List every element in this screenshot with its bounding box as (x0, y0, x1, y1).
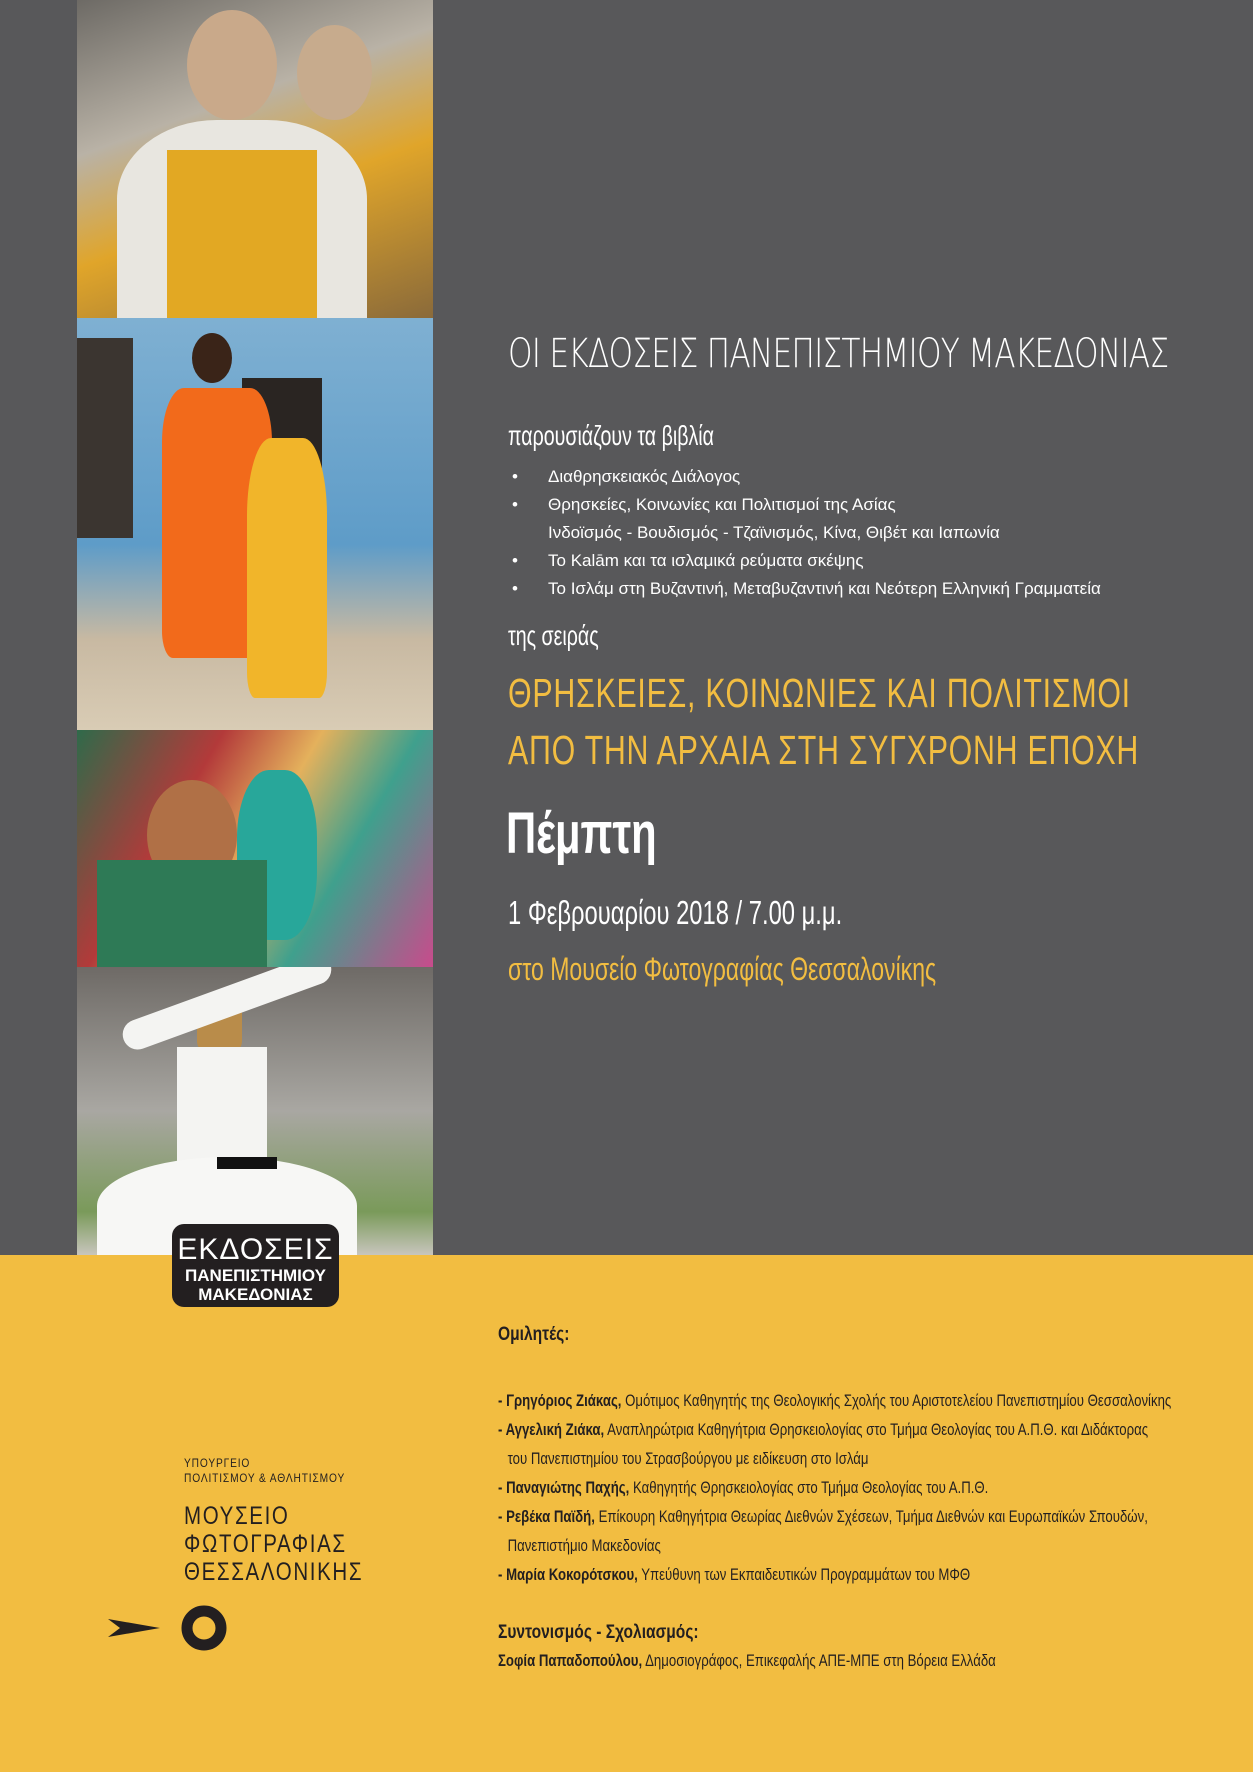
speaker-line (498, 1474, 1074, 1503)
logo-line-1: ΕΚΔΟΣΕΙΣ (177, 1233, 334, 1266)
speaker-name: - Γρηγόριος Ζιάκας, (498, 1392, 622, 1410)
speaker-name: - Ρεβέκα Παϊδή, (498, 1508, 595, 1526)
speaker-desc: του Πανεπιστημίου του Στρασβούργου με ειδίκευση στο Ισλάμ (507, 1450, 869, 1468)
list-item (512, 491, 1101, 519)
speaker-line (498, 1503, 1148, 1532)
speaker-line (498, 1445, 1074, 1474)
series-line-2: ΑΠΟ ΤΗΝ ΑΡΧΑΙΑ ΣΤΗ ΣΥΓΧΡΟΝΗ ΕΠΟΧΗ (508, 727, 1140, 773)
series-line-1: ΘΡΗΣΚΕΙΕΣ, ΚΟΙΝΩΝΙΕΣ ΚΑΙ ΠΟΛΙΤΙΣΜΟΙ (508, 670, 1131, 716)
speaker-line (498, 1387, 1172, 1416)
series-title (508, 665, 1139, 779)
speakers-heading: Ομιλητές: (498, 1324, 570, 1345)
speaker-name: - Μαρία Κοκορότσκου, (498, 1566, 638, 1584)
museum-line-2: ΦΩΤΟΓΡΑΦΙΑΣ (184, 1530, 347, 1558)
speakers-list (498, 1387, 1218, 1590)
speaker-desc: Ομότιμος Καθηγητής της Θεολογικής Σχολής του Αριστοτελείου Πανεπιστημίου Θεσσαλονίκης (621, 1392, 1172, 1410)
book-list (512, 463, 1101, 603)
bullet-icon: • (512, 467, 518, 486)
speaker-name: - Παναγιώτης Παχής, (498, 1479, 630, 1497)
speaker-line (498, 1416, 1149, 1445)
publisher-title: ΟΙ ΕΚΔΟΣΕΙΣ ΠΑΝΕΠΙΣΤΗΜΙΟΥ ΜΑΚΕΔΟΝΙΑΣ (508, 331, 1169, 377)
book-title: Το Kalām και τα ισλαμικά ρεύματα σκέψης (548, 551, 864, 570)
event-day: Πέμπτη (506, 801, 657, 866)
list-item (512, 547, 1101, 575)
speaker-line (498, 1532, 1074, 1561)
museum-line-3: ΘΕΣΣΑΛΟΝΙΚΗΣ (184, 1558, 364, 1586)
museum-name (184, 1502, 363, 1586)
list-item (512, 519, 1101, 547)
speaker-desc: Πανεπιστήμιο Μακεδονίας (507, 1537, 661, 1555)
bullet-icon: • (512, 551, 518, 570)
coordination-heading: Συντονισμός - Σχολιασμός: (498, 1622, 699, 1643)
speaker-desc: Αναπληρώτρια Καθηγήτρια Θρησκειολογίας στο Τμήμα Θεολογίας του Α.Π.Θ. και Διδάκτορας (604, 1421, 1149, 1439)
speaker-desc: Υπεύθυνη των Εκπαιδευτικών Προγραμμάτων του ΜΦΘ (637, 1566, 971, 1584)
speaker-desc: Επίκουρη Καθηγήτρια Θεωρίας Διεθνών Σχέσεων, Τμήμα Διεθνών και Ευρωπαϊκών Σπουδών, (594, 1508, 1148, 1526)
speaker-desc: Καθηγητής Θρησκειολογίας στο Τμήμα Θεολογίας του Α.Π.Θ. (629, 1479, 989, 1497)
event-date: 1 Φεβρουαρίου 2018 / 7.00 μ.μ. (508, 894, 843, 931)
book-subtitle: Ινδοϊσμός - Βουδισμός - Τζαϊνισμός, Κίνα, Θιβέτ και Ιαπωνία (548, 523, 1000, 542)
book-title: Θρησκείες, Κοινωνίες και Πολιτισμοί της Ασίας (548, 495, 896, 514)
ministry-label (184, 1456, 345, 1486)
header (508, 331, 1253, 377)
ministry-line-2: ΠΟΛΙΤΙΣΜΟΥ & ΑΘΛΗΤΙΣΜΟΥ (184, 1471, 346, 1485)
event-venue: στο Μουσείο Φωτογραφίας Θεσσαλονίκης (508, 951, 937, 987)
coordinator-desc: Δημοσιογράφος, Επικεφαλής ΑΠΕ-ΜΠΕ στη Βόρεια Ελλάδα (642, 1652, 996, 1670)
photo-women-doorway (77, 318, 433, 730)
book-title: Διαθρησκειακός Διάλογος (548, 467, 741, 486)
museum-logo-icon (108, 1605, 228, 1651)
speakers-section (498, 1324, 1172, 1670)
list-item (512, 463, 1101, 491)
photo-whirling-dervish (77, 967, 433, 1255)
speaker-line (498, 1561, 1074, 1590)
presents-label: παρουσιάζουν τα βιβλία (508, 420, 714, 451)
photo-monks (77, 0, 433, 318)
ministry-line-1: ΥΠΟΥΡΓΕΙΟ (184, 1456, 251, 1470)
list-item (512, 575, 1101, 603)
speaker-name: - Αγγελική Ζιάκα, (498, 1421, 605, 1439)
logo-line-3: ΜΑΚΕΔΟΝΙΑΣ (198, 1285, 313, 1304)
bullet-icon: • (512, 495, 518, 514)
logo-line-2: ΠΑΝΕΠΙΣΤΗΜΙΟΥ (184, 1266, 326, 1285)
photo-column (77, 0, 433, 1255)
photo-praying-women (77, 730, 433, 967)
coordination-line (498, 1652, 996, 1671)
museum-line-1: ΜΟΥΣΕΙΟ (184, 1502, 290, 1530)
book-title: Το Ισλάμ στη Βυζαντινή, Μεταβυζαντινή και Νεότερη Ελληνική Γραμματεία (548, 579, 1101, 598)
coordinator-name: Σοφία Παπαδοπούλου, (498, 1652, 643, 1670)
series-label: της σειράς (508, 620, 599, 651)
publisher-logo (172, 1224, 339, 1307)
bullet-icon: • (512, 579, 518, 598)
